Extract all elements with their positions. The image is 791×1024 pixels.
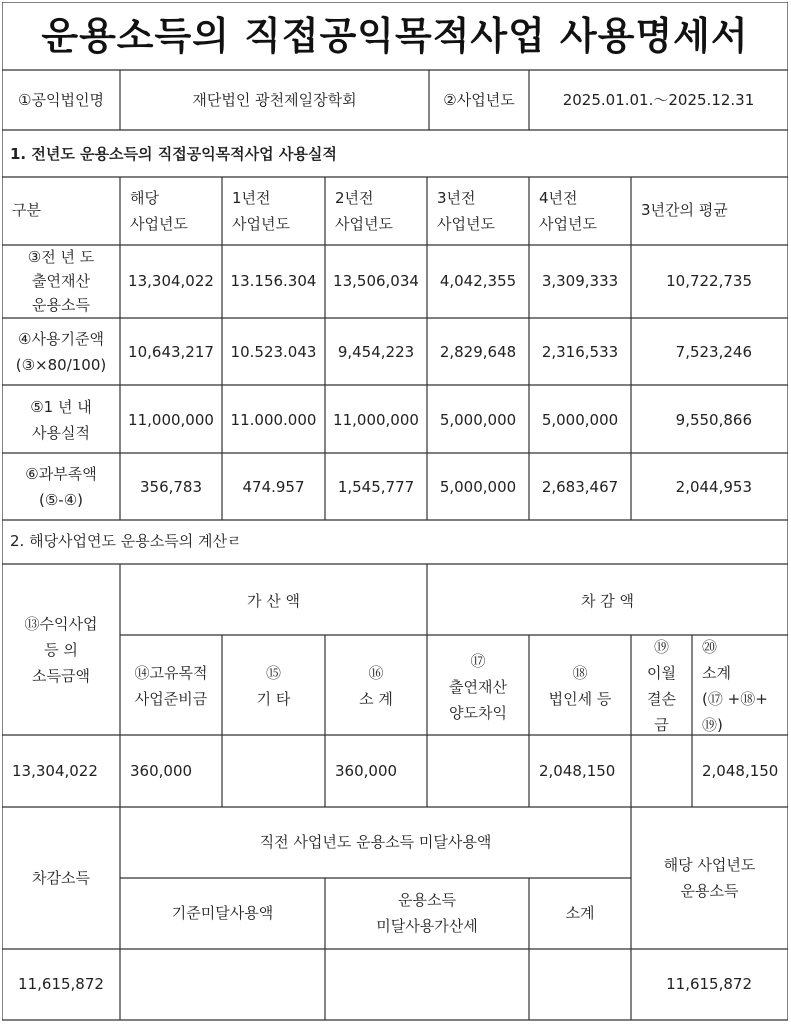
- row-difference-label-1: ⑥과부족액: [25, 465, 97, 483]
- reserve-value: 360,000: [130, 762, 193, 780]
- row-difference-value: 2,683,467: [541, 478, 619, 496]
- add-subtotal-label-1: ⑯: [368, 664, 384, 682]
- unused-subtotal-label: 소계: [565, 904, 595, 922]
- row-standard-value: 10,643,217: [128, 343, 214, 361]
- row-income-label-3: 운용소득: [32, 296, 90, 314]
- deduction-group-label: 차 감 액: [580, 592, 634, 610]
- col-header-current-2: 사업년도: [130, 215, 188, 233]
- row-standard-average: 7,523,246: [675, 343, 752, 361]
- row-difference-value: 1,545,777: [337, 478, 415, 496]
- current-income-label-1: 해당 사업년도: [663, 856, 756, 874]
- sub-subtotal-label-4: ⑲): [702, 716, 723, 734]
- capital-gain-label-1: ⑰: [470, 652, 486, 670]
- row-standard-value: 2,316,533: [541, 343, 619, 361]
- row-income-value: 3,309,333: [541, 272, 619, 290]
- row-income-label-1: ③전 년 도: [27, 248, 95, 266]
- standard-shortfall-label: 기준미달사용액: [171, 904, 274, 922]
- row-difference-value: 356,783: [139, 478, 203, 496]
- income-label-1: ⑬수익사업: [24, 615, 98, 633]
- corporate-tax-label-1: ⑱: [572, 664, 588, 682]
- row-standard-label-2: (③×80/100): [15, 356, 107, 374]
- sub-subtotal-label-3: (⑰ +⑱+: [702, 690, 768, 708]
- add-subtotal-label-2: 소 계: [359, 690, 393, 708]
- other-label-1: ⑮: [265, 664, 281, 682]
- other-label-2: 기 타: [256, 690, 291, 708]
- addition-group-label: 가 산 액: [246, 592, 300, 610]
- loss-carryover-label-1: ⑲: [653, 638, 669, 656]
- col-header-average: 3년간의 평균: [641, 201, 728, 219]
- corporate-tax-label-2: 법인세 등: [548, 690, 612, 708]
- row-income-label-2: 출연재산: [32, 272, 90, 290]
- reserve-label-1: ⑭고유목적: [134, 664, 208, 682]
- section2-title: 2. 해당사업연도 운용소득의 계산ㄹ: [10, 532, 242, 550]
- col-header-y3-1: 3년전: [437, 189, 476, 207]
- col-header-y2-1: 2년전: [335, 189, 374, 207]
- col-header-y3-2: 사업년도: [437, 215, 495, 233]
- row-standard-label-1: ④사용기준액: [18, 330, 104, 348]
- loss-carryover-label-2: 이월: [647, 664, 676, 682]
- unused-amount-group-label: 직전 사업년도 운용소득 미달사용액: [259, 833, 492, 851]
- row-usage-label-2: 사용실적: [32, 424, 90, 442]
- col-header-y2-2: 사업년도: [335, 215, 393, 233]
- row-income-average: 10,722,735: [666, 272, 752, 290]
- col-header-current-1: 해당: [130, 189, 159, 207]
- col-header-y4-2: 사업년도: [539, 215, 597, 233]
- document-title: 운용소득의 직접공익목적사업 사용명세서: [41, 14, 749, 58]
- row-difference-value: 5,000,000: [439, 478, 517, 496]
- row-usage-average: 9,550,866: [675, 411, 752, 429]
- row-income-value: 13,506,034: [333, 272, 419, 290]
- row-standard-value: 9,454,223: [337, 343, 415, 361]
- shortfall-penalty-label-2: 미달사용가산세: [376, 917, 478, 935]
- row-usage-value: 11.000.000: [230, 411, 317, 429]
- current-income-value: 11,615,872: [666, 975, 752, 993]
- shortfall-penalty-label-1: 운용소득: [398, 891, 456, 909]
- row-income-value: 13,304,022: [128, 272, 214, 290]
- row-usage-value: 5,000,000: [541, 411, 619, 429]
- col-header-y4-1: 4년전: [539, 189, 578, 207]
- income-label-2: 등 의: [44, 641, 78, 659]
- current-income-label-2: 운용소득: [680, 882, 739, 900]
- row-income-value: 4,042,355: [439, 272, 517, 290]
- loss-carryover-label-3: 결손: [647, 690, 676, 708]
- section1-title: 1. 전년도 운용소득의 직접공익목적사업 사용실적: [10, 145, 337, 163]
- sub-subtotal-value: 2,048,150: [702, 762, 779, 780]
- row-usage-value: 11,000,000: [128, 411, 214, 429]
- add-subtotal-value: 360,000: [335, 762, 398, 780]
- deducted-income-label: 차감소득: [32, 869, 90, 887]
- row-difference-label-2: (⑤-④): [38, 491, 83, 509]
- row-difference-average: 2,044,953: [675, 478, 752, 496]
- loss-carryover-label-4: 금: [654, 716, 669, 734]
- reserve-label-2: 사업준비금: [134, 690, 208, 708]
- col-header-y1-2: 사업년도: [232, 215, 290, 233]
- row-income-value: 13.156.304: [230, 272, 317, 290]
- capital-gain-label-2: 출연재산: [449, 678, 507, 696]
- capital-gain-label-3: 양도차익: [449, 704, 507, 722]
- income-label-3: 소득금액: [32, 667, 90, 685]
- sub-subtotal-label-1: ⑳: [702, 638, 718, 656]
- row-standard-value: 2,829,648: [439, 343, 517, 361]
- row-usage-label-1: ⑤1 년 내: [30, 398, 92, 416]
- row-standard-value: 10.523.043: [230, 343, 317, 361]
- org-name-value: 재단법인 광천제일장학회: [192, 91, 357, 109]
- col-header-category: 구분: [12, 201, 41, 219]
- business-year-label: ②사업년도: [443, 91, 515, 109]
- sub-subtotal-label-2: 소계: [702, 664, 731, 682]
- business-year-value: 2025.01.01.～2025.12.31: [562, 91, 755, 109]
- row-usage-value: 5,000,000: [439, 411, 517, 429]
- corporate-tax-value: 2,048,150: [539, 762, 616, 780]
- org-name-label: ①공익법인명: [18, 91, 104, 109]
- income-amount-value: 13,304,022: [12, 762, 98, 780]
- col-header-y1-1: 1년전: [232, 189, 271, 207]
- deducted-income-value: 11,615,872: [18, 975, 104, 993]
- row-usage-value: 11,000,000: [333, 411, 419, 429]
- row-difference-value: 474.957: [242, 478, 305, 496]
- usage-statement-document: [2, 2, 788, 1022]
